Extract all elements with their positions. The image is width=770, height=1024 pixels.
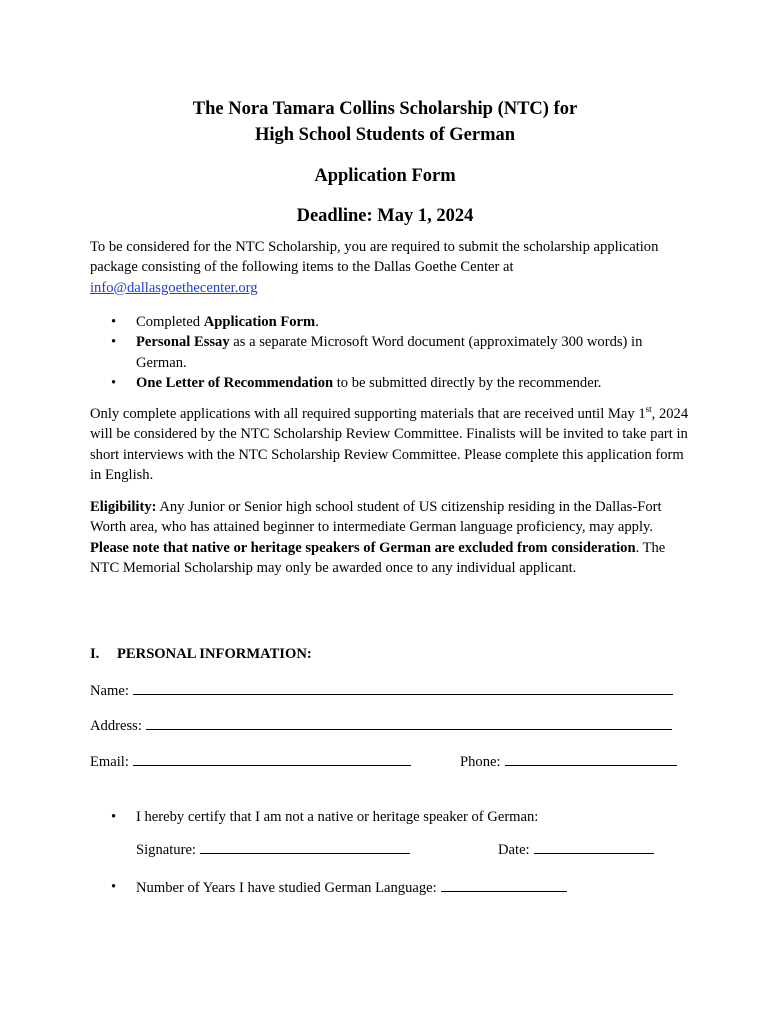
- title-line-1: The Nora Tamara Collins Scholarship (NTC) for: [192, 99, 578, 119]
- title-line-2: High School Students of German: [254, 125, 516, 145]
- name-field[interactable]: [133, 680, 673, 695]
- eligibility-text: . The NTC Memorial Scholarship may only be awarded once to any individual applicant.: [90, 539, 666, 576]
- bullet: •: [111, 879, 117, 895]
- signature-field[interactable]: [200, 839, 410, 854]
- eligibility-bold: Please note that native or heritage speakers of German are excluded from consideration: [90, 539, 636, 556]
- address-row: [90, 715, 672, 736]
- req-text: to be submitted directly by the recommender.: [333, 374, 602, 391]
- date-field[interactable]: [534, 839, 654, 854]
- phone-label: Phone:: [460, 754, 501, 770]
- list-item: [90, 373, 690, 393]
- section-heading: [90, 644, 312, 664]
- bullet: •: [111, 374, 117, 391]
- eligibility-paragraph: [90, 497, 690, 578]
- signature-row: [136, 839, 410, 860]
- date-row: [498, 839, 654, 860]
- years-field[interactable]: [441, 877, 567, 892]
- bullet: •: [111, 314, 117, 330]
- req-text: Completed: [136, 314, 204, 330]
- form-title: Application Form: [314, 166, 456, 186]
- ordinal-suffix: st: [645, 404, 652, 415]
- email-field[interactable]: [133, 751, 411, 766]
- years-label: Number of Years I have studied German Language:: [136, 880, 437, 896]
- certify-text: I hereby certify that I am not a native or heritage speaker of German:: [136, 809, 539, 825]
- req-bold: Personal Essay: [136, 334, 230, 351]
- phone-field[interactable]: [505, 751, 677, 766]
- deadline-text: Only complete applications with all required supporting materials that are received until May 1: [90, 406, 646, 422]
- address-field[interactable]: [146, 715, 672, 730]
- section-number: I.: [90, 646, 100, 662]
- deadline-paragraph: [90, 404, 690, 485]
- address-label: Address:: [90, 718, 142, 734]
- deadline-text: , 2024 will be considered by the NTC Scholarship Review Committee. Finalists will be invited to take part in short interviews with the NTC Scholarship Review Committee. Please complete this application form in English.: [90, 406, 689, 483]
- email-link[interactable]: info@dallasgoethecenter.org: [90, 279, 258, 296]
- requirements-list: [90, 312, 690, 393]
- phone-row: [460, 751, 677, 772]
- list-item: [90, 312, 690, 332]
- signature-label: Signature:: [136, 842, 196, 858]
- list-item: [90, 332, 690, 373]
- eligibility-text: Any Junior or Senior high school student of US citizenship residing in the Dallas-Fort Worth area, who has attained beginner to intermediate German language proficiency, may apply.: [90, 499, 662, 536]
- deadline-heading: Deadline: May 1, 2024: [296, 206, 474, 226]
- bullet: •: [111, 809, 117, 825]
- section-title: PERSONAL INFORMATION:: [117, 646, 312, 662]
- email-row: [90, 751, 411, 772]
- email-label: Email:: [90, 754, 129, 770]
- req-text: as a separate Microsoft Word document (approximately 300 words) in German.: [136, 334, 643, 371]
- req-text: .: [315, 314, 319, 330]
- years-row: [136, 877, 567, 898]
- name-label: Name:: [90, 683, 129, 699]
- intro-text: To be considered for the NTC Scholarship, you are required to submit the scholarship application package consisting of the following items to the Dallas Goethe Center at: [90, 239, 659, 276]
- name-row: [90, 680, 673, 701]
- intro-paragraph: [90, 237, 690, 298]
- eligibility-label: Eligibility:: [90, 499, 157, 515]
- date-label: Date:: [498, 842, 530, 858]
- bullet: •: [111, 334, 117, 351]
- req-bold: One Letter of Recommendation: [136, 374, 334, 391]
- req-bold: Application Form: [203, 314, 316, 330]
